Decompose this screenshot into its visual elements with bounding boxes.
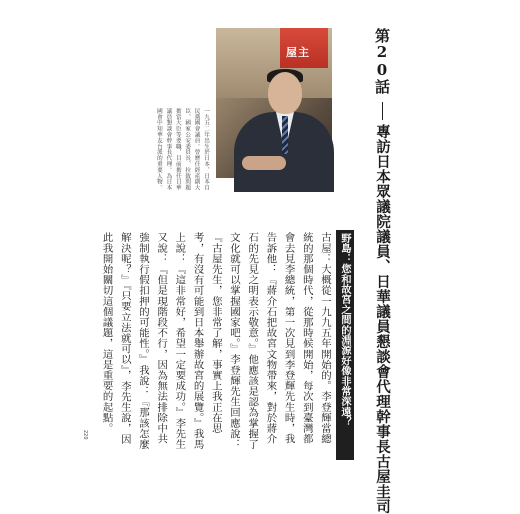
chapter-label: 第20話 xyxy=(373,28,391,94)
photo-poster-text: 屋主 xyxy=(286,46,310,59)
interview-question: 野島：您和故宮之間的淵源好像非常深遠？ xyxy=(336,230,354,460)
body-paragraph: 古屋：大概從一九九五年開始的。李登輝當總統的那個時代，從那時候開始，每次到臺灣都會去見李總統，第一次見到李登輝先生時，我告訴他：『蔣介石把故宮文物帶來，對於蔣介石的先見之明表示敬意。』他應該是認為掌握了文化就可以掌握國家吧。』李登輝先生回應說：『古屋先生，您非常了解，事實上我正在思考，有沒有可能到日本舉辦故宮的展覽。』我馬上說：『這非常好，希望一定要成功。』李先生又說：『但是現階段不行，因為無法排除中共強制執行假扣押的可能性。』我說：『那該怎麼解決呢？』『只要立法就可以』，李先生說，因此我開始關切這個議題，這是重要的起點。 xyxy=(100,232,331,450)
photo-hands xyxy=(242,156,286,170)
interview-photo xyxy=(216,28,332,178)
photo-face xyxy=(268,72,302,114)
photo-tie xyxy=(282,116,288,154)
page-number: 220 xyxy=(82,430,88,440)
photo-caption: 一九五二年出生於日本，日本自民黨國會議員。曾歷任經產副大臣、國家公安委員長、拉致問題擔當大臣等要職，目前擔任日華議員懇談會幹事長代理。為日本國會中知華友台派的重要人物。 xyxy=(155,108,209,191)
chapter-divider-rule xyxy=(382,102,383,120)
article-body xyxy=(100,232,334,454)
article-title: 專訪日本眾議院議員、日華議員懇談會代理幹事長古屋圭司 xyxy=(374,124,391,514)
